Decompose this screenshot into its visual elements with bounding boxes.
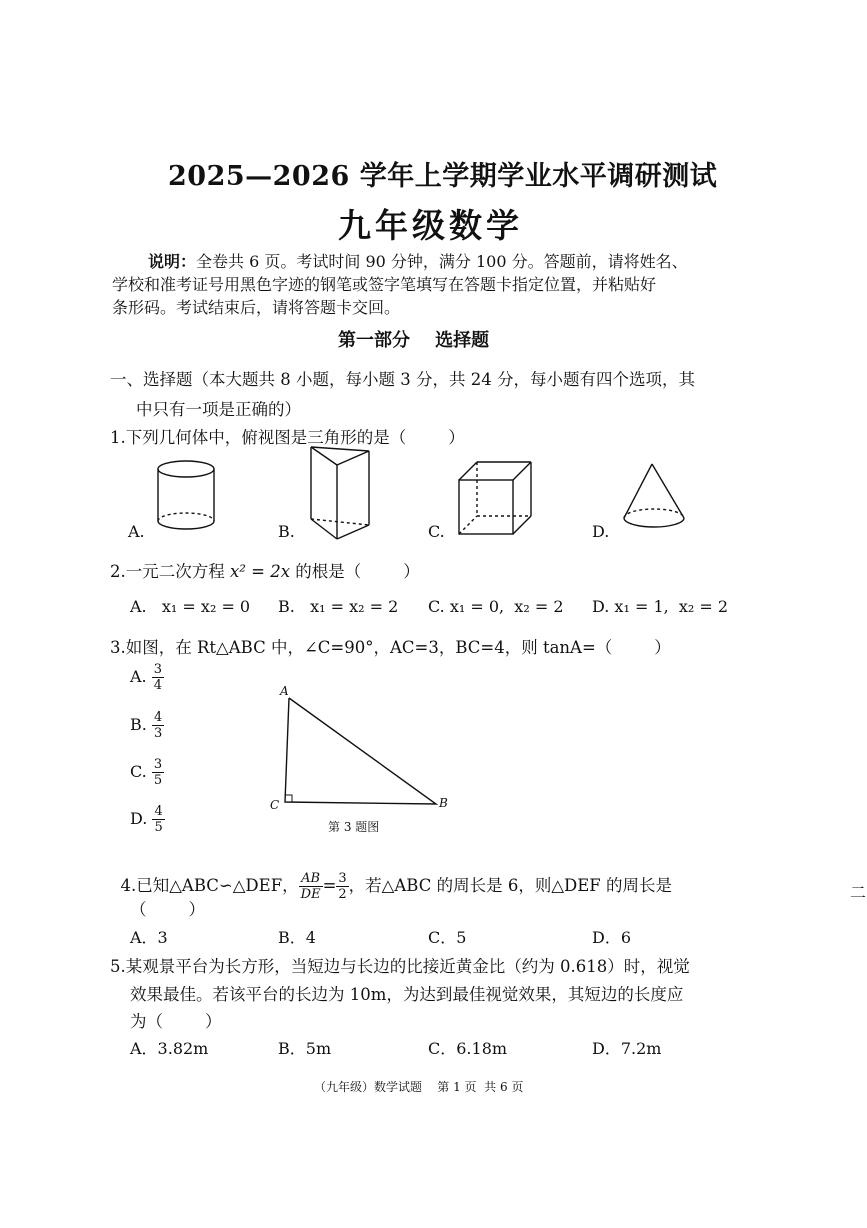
cylinder-figure <box>150 455 230 545</box>
cylinder-bottom-back <box>158 513 214 521</box>
question-4-option-c[interactable]: C．5 <box>428 928 467 947</box>
option-fraction <box>152 804 164 835</box>
fraction-numerator: 3 <box>153 662 163 677</box>
option-fraction <box>152 757 164 788</box>
question-2-option-a[interactable]: A. x₁ = x₂ = 0 <box>130 597 251 616</box>
question-5-option-a[interactable]: A．3.82m <box>130 1039 209 1058</box>
question-5-line-2: 效果最佳。若该平台的长边为 10m，为达到最佳视觉效果，其短边的长度应 <box>130 985 684 1004</box>
option-label: C. <box>130 762 147 781</box>
prism-edge <box>337 451 369 465</box>
prism-hidden-edge <box>311 519 369 525</box>
margin-mark: 二 <box>850 883 867 902</box>
cube-edge <box>513 462 531 480</box>
question-4-blank: （ ） <box>130 900 205 919</box>
question-3-option-c[interactable] <box>130 757 164 788</box>
question-5-line-3: 为（ ） <box>130 1012 222 1031</box>
cone-edge <box>652 464 684 518</box>
prism-edge <box>311 447 369 451</box>
fraction-denominator: 5 <box>153 773 163 788</box>
fraction-numerator: 4 <box>154 804 163 819</box>
cube-front-face <box>459 480 513 534</box>
fraction-denominator: DE <box>300 887 321 902</box>
option-fraction <box>152 710 164 741</box>
option-label: B. <box>130 715 147 734</box>
figure-caption: 第 3 题图 <box>328 820 380 834</box>
question-3-option-d[interactable] <box>130 804 165 835</box>
section-heading-line-2: 中只有一项是正确的） <box>136 400 301 419</box>
triangle-figure <box>280 690 480 820</box>
question-2-stem <box>110 558 420 582</box>
question-2-option-c[interactable]: C. x₁ = 0, x₂ = 2 <box>428 597 564 616</box>
question-4-stem-b: ，若△ABC 的周长是 6，则△DEF 的周长是 <box>348 876 672 895</box>
question-3-option-b[interactable] <box>130 710 164 741</box>
question-4-stem-a: 4.已知△ABC∽△DEF， <box>120 876 299 895</box>
cone-base-front <box>624 518 684 527</box>
option-label: A. <box>130 667 147 686</box>
fraction-denominator: 3 <box>153 726 163 741</box>
fraction-denominator: 4 <box>153 678 163 693</box>
question-5-option-b[interactable]: B．5m <box>278 1039 332 1058</box>
vertex-label-a: A <box>280 684 289 698</box>
question-4-option-a[interactable]: A．3 <box>130 928 168 947</box>
instructions-text-1: 全卷共 6 页。考试时间 90 分钟，满分 100 分。答题前，请将姓名、 <box>196 252 688 271</box>
cube-hidden-edge <box>459 516 477 534</box>
cube-figure <box>455 458 545 548</box>
part-title: 第一部分 选择题 <box>338 330 490 351</box>
cube-edge <box>513 516 531 534</box>
question-1-stem: 1.下列几何体中，俯视图是三角形的是（ ） <box>110 428 465 447</box>
fraction-numerator: 3 <box>338 871 347 886</box>
cone-base-back <box>624 509 684 518</box>
question-5-line-1: 5.某观景平台为长方形，当短边与长边的比接近黄金比（约为 0.618）时，视觉 <box>110 957 690 976</box>
question-5-option-d[interactable]: D．7.2m <box>592 1039 662 1058</box>
ratio-fraction <box>299 871 323 902</box>
option-fraction <box>152 662 164 693</box>
fraction-denominator: 5 <box>154 820 163 835</box>
cylinder-bottom-front <box>158 521 214 529</box>
instructions-line-2: 学校和准考证号用黑色字迹的钢笔或签字笔填写在答题卡指定位置，并粘贴好 <box>112 275 657 294</box>
question-1-option-d[interactable]: D. <box>592 522 610 541</box>
fraction-denominator: 2 <box>338 887 347 902</box>
question-5-option-c[interactable]: C．6.18m <box>428 1039 508 1058</box>
page-footer: （九年级）数学试题 第 1 页 共 6 页 <box>314 1080 524 1094</box>
question-2-option-b[interactable]: B. x₁ = x₂ = 2 <box>278 597 399 616</box>
cone-figure <box>618 462 698 542</box>
right-angle-mark <box>285 795 292 802</box>
exam-title: 2025—2026 学年上学期学业水平调研测试 <box>168 161 718 192</box>
question-1-option-a[interactable]: A. <box>128 522 145 541</box>
fraction-numerator: 4 <box>153 710 163 725</box>
question-2-stem-a: 2.一元二次方程 <box>110 562 230 581</box>
question-3-stem: 3.如图，在 Rt△ABC 中，∠C=90°，AC=3，BC=4，则 tanA=（ ） <box>110 638 671 657</box>
vertex-label-c: C <box>270 798 280 812</box>
triangle-abc <box>285 698 436 804</box>
question-3-option-a[interactable] <box>130 662 164 693</box>
question-4-option-b[interactable]: B．4 <box>278 928 316 947</box>
cylinder-top <box>158 461 214 477</box>
cube-edge <box>459 462 477 480</box>
triangular-prism-figure <box>303 445 383 545</box>
question-2-equation: x² = 2x <box>230 562 291 581</box>
fraction-numerator: 3 <box>153 757 163 772</box>
instructions-line-3: 条形码。考试结束后，请将答题卡交回。 <box>112 298 401 317</box>
prism-edge <box>311 447 337 465</box>
question-2-option-d[interactable]: D. x₁ = 1, x₂ = 2 <box>592 597 729 616</box>
question-2-stem-b: 的根是（ ） <box>290 562 420 581</box>
question-1-option-b[interactable]: B. <box>278 522 295 541</box>
fraction-numerator: AB <box>299 871 323 887</box>
ratio-value-fraction <box>336 871 348 902</box>
question-1-option-c[interactable]: C. <box>428 522 445 541</box>
prism-edge <box>337 525 369 539</box>
cone-edge <box>624 464 652 518</box>
instructions-label: 说明： <box>148 252 197 271</box>
question-4-stem <box>110 852 672 902</box>
equals-sign: = <box>322 876 337 895</box>
subject-title: 九年级数学 <box>338 206 523 245</box>
option-label: D. <box>130 809 148 828</box>
question-4-option-d[interactable]: D．6 <box>592 928 632 947</box>
vertex-label-b: B <box>439 796 448 810</box>
prism-edge <box>311 519 337 539</box>
section-heading-line-1: 一、选择题（本大题共 8 小题，每小题 3 分，共 24 分，每小题有四个选项，其 <box>110 370 695 389</box>
